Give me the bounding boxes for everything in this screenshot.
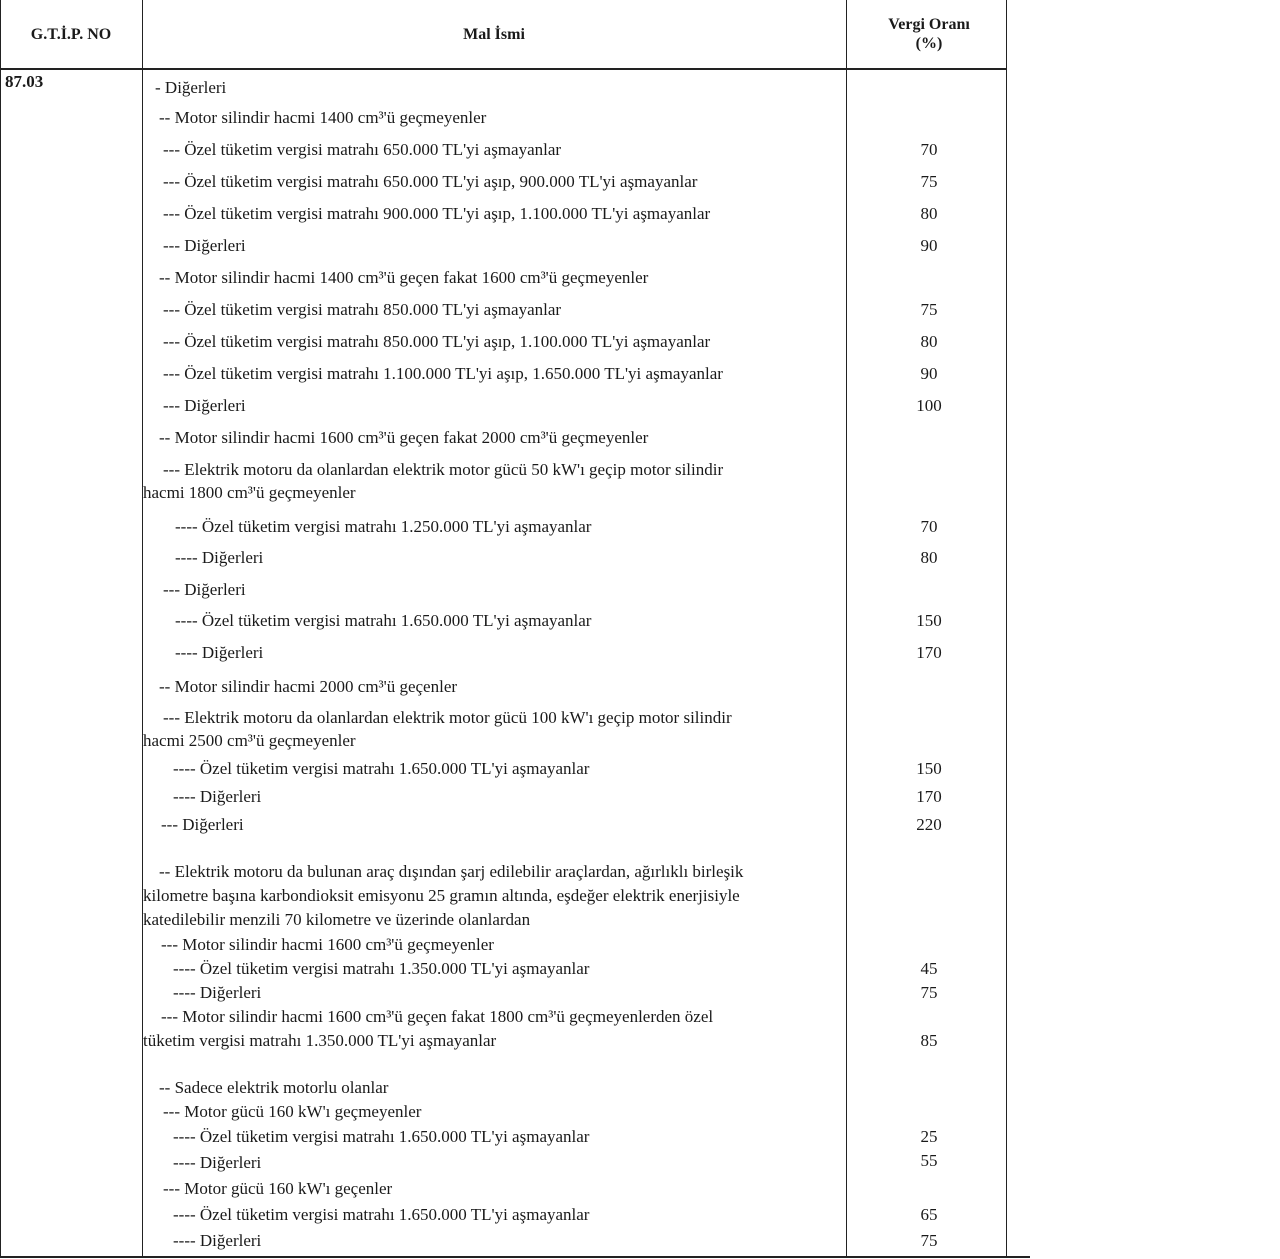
item-description: ---- Diğerleri [173,1153,262,1172]
tax-rate-value: 90 [920,236,938,255]
tax-rate-value: 80 [920,548,938,567]
item-description: --- Özel tüketim vergisi matrahı 650.000 TL'yi aşmayanlar [163,140,562,159]
tax-rate-value: 170 [916,643,942,662]
header-name-label: Mal İsmi [463,25,525,43]
header-code-label: G.T.İ.P. NO [30,25,112,43]
tax-rate-value: 100 [916,396,942,415]
item-description: ---- Özel tüketim vergisi matrahı 1.250.000 TL'yi aşmayanlar [175,517,592,536]
column-divider-code [142,0,143,1256]
item-description: ---- Özel tüketim vergisi matrahı 1.650.000 TL'yi aşmayanlar [173,1127,590,1146]
item-description: --- Motor gücü 160 kW'ı geçenler [163,1179,393,1198]
item-description: ---- Özel tüketim vergisi matrahı 1.650.000 TL'yi aşmayanlar [175,611,592,630]
tax-rate-value: 80 [920,332,938,351]
item-description: --- Elektrik motoru da olanlardan elektrik motor gücü 100 kW'ı geçip motor silindir [163,708,732,727]
item-description: --- Diğerleri [163,396,246,415]
item-description: hacmi 2500 cm³'ü geçmeyenler [143,731,356,750]
item-description: --- Diğerleri [161,815,244,834]
tax-rate-value: 150 [916,759,942,778]
item-description: --- Motor silindir hacmi 1600 cm³'ü geçen fakat 1800 cm³'ü geçmeyenlerden özel [161,1007,714,1026]
item-description: ---- Diğerleri [175,643,264,662]
item-description: --- Diğerleri [163,580,246,599]
item-description: -- Motor silindir hacmi 2000 cm³'ü geçenler [159,677,458,696]
item-description: --- Özel tüketim vergisi matrahı 850.000 TL'yi aşmayanlar [163,300,562,319]
item-description: --- Diğerleri [163,236,246,255]
tax-rate-value: 80 [920,204,938,223]
item-description: ---- Özel tüketim vergisi matrahı 1.650.000 TL'yi aşmayanlar [173,759,590,778]
header-rate-label: Vergi Oranı [888,16,970,33]
item-description: -- Motor silindir hacmi 1400 cm³'ü geçmeyenler [159,108,487,127]
header-divider [0,68,1007,70]
tax-rate-value: 75 [920,1231,938,1250]
tariff-code: 87.03 [5,72,44,91]
item-description: tüketim vergisi matrahı 1.350.000 TL'yi aşmayanlar [143,1031,497,1050]
header-code [0,0,142,68]
tax-rate-value: 70 [920,517,938,536]
tax-rate-value: 170 [916,787,942,806]
table-border-left [0,0,1,1256]
item-description: - Diğerleri [155,78,227,97]
tax-rate-value: 25 [920,1127,938,1146]
tax-rate-value: 75 [920,172,938,191]
item-description: ---- Diğerleri [173,1231,262,1250]
tax-rate-value: 75 [920,300,938,319]
item-description: --- Özel tüketim vergisi matrahı 850.000 TL'yi aşıp, 1.100.000 TL'yi aşmayanlar [163,332,711,351]
tax-rate-value: 55 [920,1151,938,1170]
header-name [142,0,846,68]
item-description: ---- Diğerleri [173,787,262,806]
item-description: ---- Özel tüketim vergisi matrahı 1.350.000 TL'yi aşmayanlar [173,959,590,978]
tax-rate-value: 150 [916,611,942,630]
tax-rate-value: 65 [920,1205,938,1224]
item-description: --- Özel tüketim vergisi matrahı 650.000 TL'yi aşıp, 900.000 TL'yi aşmayanlar [163,172,698,191]
item-description: -- Motor silindir hacmi 1600 cm³'ü geçen fakat 2000 cm³'ü geçmeyenler [159,428,649,447]
tax-rate-value: 220 [916,815,942,834]
table-border-bottom [0,1256,1030,1258]
item-description: --- Motor silindir hacmi 1600 cm³'ü geçmeyenler [161,935,494,954]
item-description: --- Özel tüketim vergisi matrahı 900.000 TL'yi aşıp, 1.100.000 TL'yi aşmayanlar [163,204,711,223]
item-description: ---- Özel tüketim vergisi matrahı 1.650.000 TL'yi aşmayanlar [173,1205,590,1224]
item-description: ---- Diğerleri [175,548,264,567]
item-description: ---- Diğerleri [173,983,262,1002]
tax-rate-value: 75 [920,983,938,1002]
tax-rate-value: 90 [920,364,938,383]
item-description: -- Sadece elektrik motorlu olanlar [159,1078,389,1097]
item-description: kilometre başına karbondioksit emisyonu 25 gramın altında, eşdeğer elektrik enerjisiyle [143,886,740,905]
item-description: --- Özel tüketim vergisi matrahı 1.100.000 TL'yi aşıp, 1.650.000 TL'yi aşmayanlar [163,364,723,383]
tax-rate-value: 85 [920,1031,938,1050]
tax-rate-value: 70 [920,140,938,159]
tax-rate-value: 45 [920,959,938,978]
item-description: --- Motor gücü 160 kW'ı geçmeyenler [163,1102,422,1121]
item-description: -- Motor silindir hacmi 1400 cm³'ü geçen fakat 1600 cm³'ü geçmeyenler [159,268,649,287]
item-description: --- Elektrik motoru da olanlardan elektrik motor gücü 50 kW'ı geçip motor silindir [163,460,724,479]
item-description: hacmi 1800 cm³'ü geçmeyenler [143,483,356,502]
item-description: katedilebilir menzili 70 kilometre ve üzerinde olanlardan [143,910,531,929]
header-rate-unit: (%) [915,35,943,52]
item-description: -- Elektrik motoru da bulunan araç dışından şarj edilebilir araçlardan, ağırlıklı birleşik [159,862,744,881]
header-rate [846,0,1012,68]
